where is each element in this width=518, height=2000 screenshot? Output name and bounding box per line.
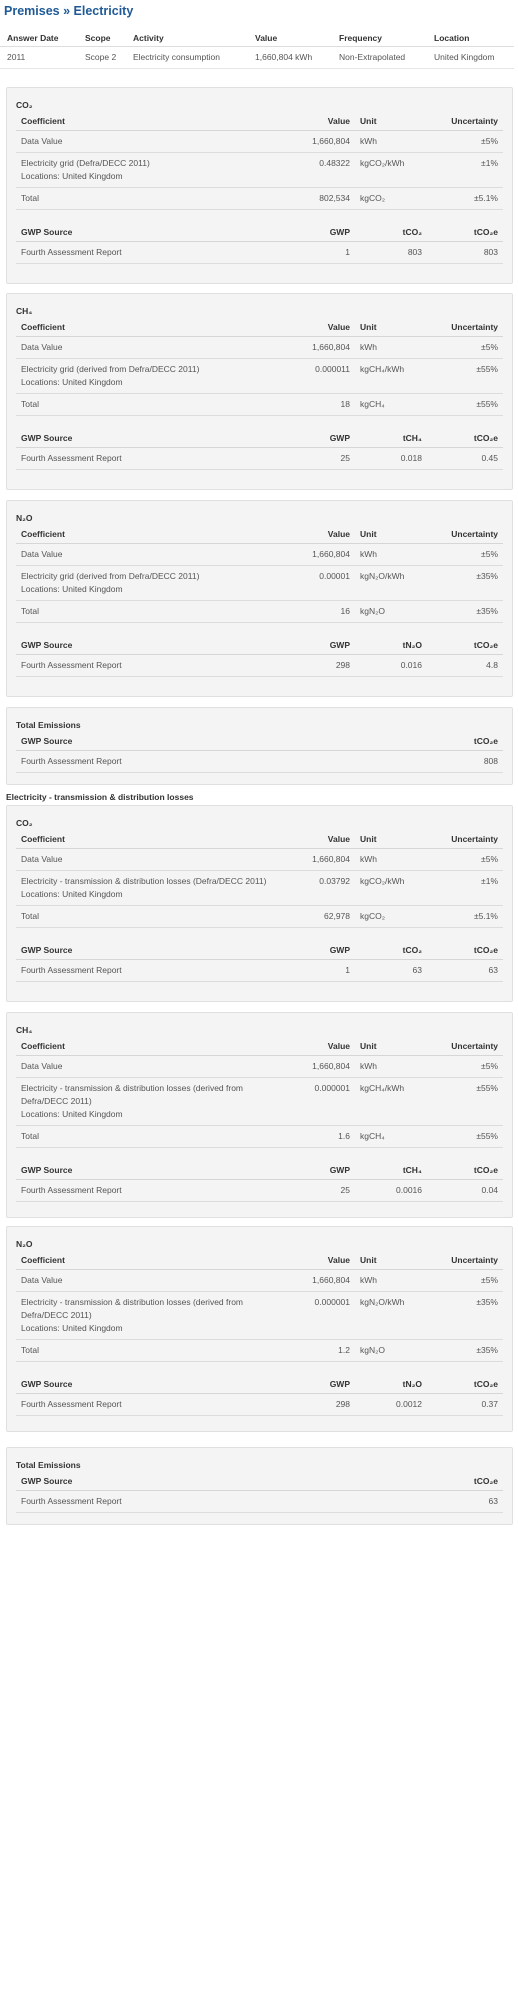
table-spacer	[16, 416, 503, 430]
breadcrumb-separator: »	[63, 4, 71, 18]
coefficient-value: 62,978	[295, 905, 355, 927]
coefficient-unit: kgN₂O	[355, 1339, 433, 1361]
gwp-table	[16, 1162, 503, 1203]
coefficient-cell	[16, 130, 295, 152]
coefficient-uncertainty: ±55%	[433, 1077, 503, 1125]
coefficient-cell	[16, 1125, 295, 1147]
gwp-value: 1	[295, 242, 355, 264]
coefficient-unit: kgN₂O	[355, 600, 433, 622]
coefficient-unit: kWh	[355, 848, 433, 870]
gwp-table	[16, 430, 503, 471]
coefficient-unit: kgCH₄/kWh	[355, 1077, 433, 1125]
coefficient-row	[16, 1339, 503, 1361]
gwp-table	[16, 942, 503, 983]
coefficient-header: Coefficient	[16, 318, 295, 336]
coefficient-value: 0.00001	[295, 565, 355, 600]
gwp-source: Fourth Assessment Report	[16, 1394, 295, 1416]
total-header-row	[16, 732, 503, 750]
coefficient-cell	[16, 358, 295, 393]
gas-tonnes: 63	[355, 960, 427, 982]
coefficient-header-row	[16, 830, 503, 848]
gwp-header: GWP	[295, 942, 355, 960]
coefficient-uncertainty: ±5%	[433, 130, 503, 152]
emission-panel	[6, 87, 513, 284]
coefficient-unit: kWh	[355, 336, 433, 358]
table-spacer	[16, 623, 503, 637]
coefficient-row	[16, 870, 503, 905]
gwp-source-header: GWP Source	[16, 430, 295, 448]
coefficient-cell	[16, 1269, 295, 1291]
coefficient-unit: kgCO₂	[355, 187, 433, 209]
coefficient-cell	[16, 870, 295, 905]
gwp-source: Fourth Assessment Report	[16, 1490, 423, 1512]
gas-tonnes: 0.018	[355, 448, 427, 470]
coefficient-header-row	[16, 1037, 503, 1055]
coefficient-name: Electricity - transmission & distribution losses (derived from Defra/DECC 2011)	[21, 1296, 244, 1320]
coefficient-header: Coefficient	[16, 1251, 295, 1269]
coefficient-name: Total	[21, 398, 39, 409]
coefficient-cell	[16, 393, 295, 415]
coefficient-value: 0.03792	[295, 870, 355, 905]
coefficient-location: Locations: United Kingdom	[21, 583, 123, 594]
coefficient-cell	[16, 848, 295, 870]
coefficient-name: Electricity grid (derived from Defra/DECC 2011)	[21, 363, 200, 374]
coefficient-unit: kWh	[355, 130, 433, 152]
gwp-header-row	[16, 637, 503, 655]
gwp-source: Fourth Assessment Report	[16, 655, 295, 677]
coefficient-location: Locations: United Kingdom	[21, 888, 123, 899]
emission-panel	[6, 805, 513, 1002]
gwp-header: GWP	[295, 224, 355, 242]
answer-frequency: Non-Extrapolated	[332, 46, 427, 68]
coefficient-name: Data Value	[21, 548, 63, 559]
coefficient-value: 1.2	[295, 1339, 355, 1361]
gwp-source-header: GWP Source	[16, 1162, 295, 1180]
coefficient-name: Total	[21, 910, 39, 921]
coefficient-uncertainty: ±1%	[433, 152, 503, 187]
tco2e-header: tCO₂e	[427, 224, 503, 242]
coefficient-uncertainty: ±35%	[433, 1291, 503, 1339]
gas-tonnes-header: tN₂O	[355, 1376, 427, 1394]
coefficient-uncertainty: ±55%	[433, 358, 503, 393]
gwp-source: Fourth Assessment Report	[16, 242, 295, 264]
coefficient-name: Electricity - transmission & distribution losses (derived from Defra/DECC 2011)	[21, 1082, 244, 1106]
coefficient-unit: kgCO₂/kWh	[355, 870, 433, 905]
coefficient-row	[16, 1055, 503, 1077]
gwp-header-row	[16, 1162, 503, 1180]
page-title	[0, 0, 518, 20]
coefficient-row	[16, 565, 503, 600]
unit-header: Unit	[355, 1037, 433, 1055]
coefficient-unit: kWh	[355, 543, 433, 565]
coefficient-unit: kWh	[355, 1055, 433, 1077]
tco2e-header: tCO₂e	[427, 637, 503, 655]
coefficient-value: 1.6	[295, 1125, 355, 1147]
coefficient-value: 1,660,804	[295, 1269, 355, 1291]
total-row	[16, 1490, 503, 1512]
answer-header-location: Location	[427, 31, 514, 46]
uncertainty-header: Uncertainty	[433, 525, 503, 543]
value-header: Value	[295, 1251, 355, 1269]
gas-title: CH₄	[16, 306, 33, 316]
coefficient-uncertainty: ±5%	[433, 1269, 503, 1291]
unit-header: Unit	[355, 830, 433, 848]
emission-panel	[6, 500, 513, 697]
coefficient-row	[16, 1269, 503, 1291]
coefficient-cell	[16, 1055, 295, 1077]
coefficient-uncertainty: ±35%	[433, 1339, 503, 1361]
coefficient-name: Data Value	[21, 341, 63, 352]
coefficient-header-row	[16, 112, 503, 130]
gwp-value: 1	[295, 960, 355, 982]
coefficient-uncertainty: ±1%	[433, 870, 503, 905]
coefficient-row	[16, 187, 503, 209]
tco2e-value: 803	[427, 242, 503, 264]
coefficient-name: Data Value	[21, 1274, 63, 1285]
tco2e-header: tCO₂e	[427, 1162, 503, 1180]
coefficient-cell	[16, 905, 295, 927]
coefficient-name: Total	[21, 1130, 39, 1141]
uncertainty-header: Uncertainty	[433, 112, 503, 130]
answer-header-frequency: Frequency	[332, 31, 427, 46]
coefficient-header: Coefficient	[16, 830, 295, 848]
coefficient-cell	[16, 600, 295, 622]
answer-location: United Kingdom	[427, 46, 514, 68]
coefficient-value: 16	[295, 600, 355, 622]
coefficient-name: Data Value	[21, 853, 63, 864]
uncertainty-header: Uncertainty	[433, 830, 503, 848]
gas-tonnes-header: tCH₄	[355, 430, 427, 448]
answer-row	[0, 46, 514, 68]
coefficient-header-row	[16, 318, 503, 336]
coefficient-cell	[16, 187, 295, 209]
coefficient-value: 1,660,804	[295, 336, 355, 358]
gwp-table	[16, 637, 503, 678]
tco2e-value: 0.04	[427, 1180, 503, 1202]
gwp-value: 298	[295, 1394, 355, 1416]
tco2e-value: 0.45	[427, 448, 503, 470]
gas-title: N₂O	[16, 513, 33, 523]
table-spacer	[16, 210, 503, 224]
gas-tonnes-header: tN₂O	[355, 637, 427, 655]
coefficient-row	[16, 358, 503, 393]
coefficient-unit: kgCH₄	[355, 393, 433, 415]
coefficient-header: Coefficient	[16, 525, 295, 543]
coefficient-row	[16, 1077, 503, 1125]
coefficient-value: 0.000001	[295, 1291, 355, 1339]
gwp-table	[16, 1376, 503, 1417]
gwp-source-header: GWP Source	[16, 1376, 295, 1394]
coefficient-unit: kgCO₂/kWh	[355, 152, 433, 187]
coefficient-uncertainty: ±5%	[433, 336, 503, 358]
answer-header-scope: Scope	[78, 31, 126, 46]
coefficient-uncertainty: ±5%	[433, 543, 503, 565]
coefficient-location: Locations: United Kingdom	[21, 170, 123, 181]
breadcrumb-current: Electricity	[73, 4, 134, 18]
coefficient-table	[16, 1037, 503, 1148]
gwp-source: Fourth Assessment Report	[16, 960, 295, 982]
unit-header: Unit	[355, 525, 433, 543]
value-header: Value	[295, 525, 355, 543]
gwp-row	[16, 655, 503, 677]
coefficient-value: 1,660,804	[295, 1055, 355, 1077]
table-spacer	[16, 928, 503, 942]
gwp-header: GWP	[295, 430, 355, 448]
table-spacer	[16, 1148, 503, 1162]
coefficient-row	[16, 336, 503, 358]
gas-tonnes-header: tCO₂	[355, 942, 427, 960]
coefficient-uncertainty: ±35%	[433, 600, 503, 622]
gwp-header-row	[16, 224, 503, 242]
coefficient-name: Total	[21, 192, 39, 203]
gas-tonnes: 0.016	[355, 655, 427, 677]
gwp-value: 25	[295, 1180, 355, 1202]
total-emissions-table	[16, 732, 503, 773]
value-header: Value	[295, 318, 355, 336]
coefficient-table	[16, 830, 503, 928]
coefficient-name: Total	[21, 605, 39, 616]
answer-header-date: Answer Date	[0, 31, 78, 46]
coefficient-row	[16, 130, 503, 152]
coefficient-value: 18	[295, 393, 355, 415]
answer-table	[0, 31, 514, 69]
gas-tonnes-header: tCO₂	[355, 224, 427, 242]
tco2e-header: tCO₂e	[427, 430, 503, 448]
coefficient-header: Coefficient	[16, 112, 295, 130]
gwp-value: 298	[295, 655, 355, 677]
total-emissions-title: Total Emissions	[16, 1460, 81, 1470]
coefficient-unit: kgCO₂	[355, 905, 433, 927]
value-header: Value	[295, 1037, 355, 1055]
coefficient-cell	[16, 336, 295, 358]
answer-header-value: Value	[248, 31, 332, 46]
value-header: Value	[295, 112, 355, 130]
unit-header: Unit	[355, 1251, 433, 1269]
gwp-table	[16, 224, 503, 265]
coefficient-cell	[16, 543, 295, 565]
coefficient-value: 802,534	[295, 187, 355, 209]
emission-panel	[6, 1012, 513, 1218]
coefficient-unit: kWh	[355, 1269, 433, 1291]
gwp-source-header: GWP Source	[16, 224, 295, 242]
tco2e-header: tCO₂e	[427, 942, 503, 960]
coefficient-value: 0.000011	[295, 358, 355, 393]
coefficient-uncertainty: ±5.1%	[433, 187, 503, 209]
coefficient-cell	[16, 565, 295, 600]
answer-scope: Scope 2	[78, 46, 126, 68]
coefficient-table	[16, 112, 503, 210]
section-heading: Electricity - transmission & distribution losses	[6, 792, 194, 802]
tco2e-header: tCO₂e	[427, 1376, 503, 1394]
coefficient-row	[16, 393, 503, 415]
uncertainty-header: Uncertainty	[433, 1251, 503, 1269]
coefficient-uncertainty: ±5%	[433, 848, 503, 870]
coefficient-header-row	[16, 1251, 503, 1269]
answer-activity: Electricity consumption	[126, 46, 248, 68]
coefficient-cell	[16, 1291, 295, 1339]
gwp-header: GWP	[295, 1162, 355, 1180]
coefficient-value: 1,660,804	[295, 543, 355, 565]
gwp-row	[16, 960, 503, 982]
coefficient-location: Locations: United Kingdom	[21, 1322, 123, 1333]
gwp-source-header: GWP Source	[16, 732, 423, 750]
tco2e-header: tCO₂e	[423, 732, 503, 750]
coefficient-cell	[16, 1339, 295, 1361]
gwp-source-header: GWP Source	[16, 1472, 423, 1490]
coefficient-row	[16, 905, 503, 927]
tco2e-value: 63	[427, 960, 503, 982]
total-tco2e: 808	[423, 750, 503, 772]
gwp-source: Fourth Assessment Report	[16, 750, 423, 772]
coefficient-uncertainty: ±35%	[433, 565, 503, 600]
coefficient-value: 1,660,804	[295, 848, 355, 870]
coefficient-value: 0.48322	[295, 152, 355, 187]
emission-panel	[6, 293, 513, 490]
coefficient-header-row	[16, 525, 503, 543]
coefficient-value: 1,660,804	[295, 130, 355, 152]
emission-panel	[6, 1226, 513, 1432]
gwp-source-header: GWP Source	[16, 637, 295, 655]
gas-title: CO₂	[16, 818, 33, 828]
coefficient-row	[16, 543, 503, 565]
tco2e-value: 4.8	[427, 655, 503, 677]
gwp-source: Fourth Assessment Report	[16, 448, 295, 470]
tco2e-header: tCO₂e	[423, 1472, 503, 1490]
uncertainty-header: Uncertainty	[433, 318, 503, 336]
gas-tonnes: 803	[355, 242, 427, 264]
coefficient-cell	[16, 1077, 295, 1125]
coefficient-value: 0.000001	[295, 1077, 355, 1125]
coefficient-table	[16, 525, 503, 623]
gwp-header: GWP	[295, 1376, 355, 1394]
coefficient-row	[16, 1291, 503, 1339]
uncertainty-header: Uncertainty	[433, 1037, 503, 1055]
total-header-row	[16, 1472, 503, 1490]
coefficient-name: Electricity grid (derived from Defra/DECC 2011)	[21, 570, 200, 581]
gas-tonnes: 0.0016	[355, 1180, 427, 1202]
coefficient-name: Data Value	[21, 135, 63, 146]
breadcrumb-parent-link[interactable]: Premises	[4, 4, 60, 18]
total-row	[16, 750, 503, 772]
gwp-row	[16, 242, 503, 264]
total-emissions-panel	[6, 707, 513, 785]
coefficient-unit: kgCH₄	[355, 1125, 433, 1147]
coefficient-location: Locations: United Kingdom	[21, 1108, 123, 1119]
coefficient-name: Electricity grid (Defra/DECC 2011)	[21, 157, 150, 168]
coefficient-uncertainty: ±5%	[433, 1055, 503, 1077]
answer-date: 2011	[0, 46, 78, 68]
gwp-source-header: GWP Source	[16, 942, 295, 960]
unit-header: Unit	[355, 318, 433, 336]
coefficient-uncertainty: ±55%	[433, 1125, 503, 1147]
gwp-source: Fourth Assessment Report	[16, 1180, 295, 1202]
gwp-row	[16, 1394, 503, 1416]
gwp-row	[16, 448, 503, 470]
answer-header-row	[0, 31, 514, 46]
unit-header: Unit	[355, 112, 433, 130]
table-spacer	[16, 1362, 503, 1376]
tco2e-value: 0.37	[427, 1394, 503, 1416]
gwp-header-row	[16, 430, 503, 448]
coefficient-unit: kgN₂O/kWh	[355, 1291, 433, 1339]
gas-title: N₂O	[16, 1239, 33, 1249]
coefficient-unit: kgCH₄/kWh	[355, 358, 433, 393]
coefficient-unit: kgN₂O/kWh	[355, 565, 433, 600]
answer-header-activity: Activity	[126, 31, 248, 46]
coefficient-header: Coefficient	[16, 1037, 295, 1055]
total-tco2e: 63	[423, 1490, 503, 1512]
gas-tonnes: 0.0012	[355, 1394, 427, 1416]
gas-title: CO₂	[16, 100, 33, 110]
coefficient-location: Locations: United Kingdom	[21, 376, 123, 387]
gwp-value: 25	[295, 448, 355, 470]
answer-value: 1,660,804 kWh	[248, 46, 332, 68]
coefficient-row	[16, 152, 503, 187]
coefficient-name: Electricity - transmission & distribution losses (Defra/DECC 2011)	[21, 875, 267, 886]
coefficient-row	[16, 600, 503, 622]
gas-tonnes-header: tCH₄	[355, 1162, 427, 1180]
coefficient-name: Total	[21, 1344, 39, 1355]
coefficient-uncertainty: ±5.1%	[433, 905, 503, 927]
gwp-row	[16, 1180, 503, 1202]
gwp-header-row	[16, 942, 503, 960]
total-emissions-table	[16, 1472, 503, 1513]
coefficient-name: Data Value	[21, 1060, 63, 1071]
coefficient-row	[16, 1125, 503, 1147]
total-emissions-title: Total Emissions	[16, 720, 81, 730]
coefficient-table	[16, 1251, 503, 1362]
total-emissions-panel	[6, 1447, 513, 1525]
gas-title: CH₄	[16, 1025, 33, 1035]
coefficient-uncertainty: ±55%	[433, 393, 503, 415]
value-header: Value	[295, 830, 355, 848]
coefficient-cell	[16, 152, 295, 187]
coefficient-table	[16, 318, 503, 416]
gwp-header: GWP	[295, 637, 355, 655]
coefficient-row	[16, 848, 503, 870]
gwp-header-row	[16, 1376, 503, 1394]
